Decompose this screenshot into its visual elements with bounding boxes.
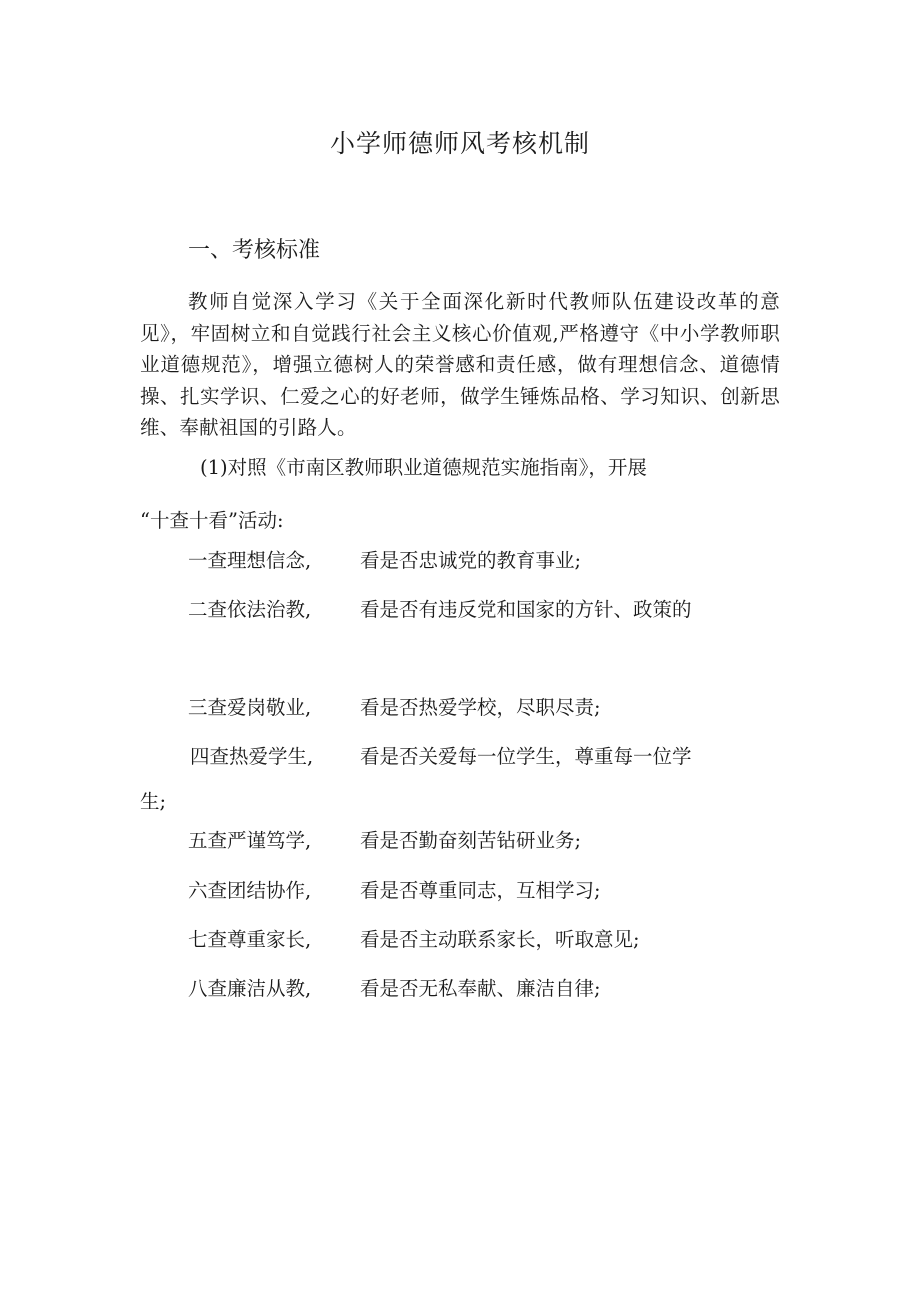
check-desc: 看是否热爱学校，尽职尽责; xyxy=(360,696,601,719)
intro-paragraph: 教师自觉深入学习《关于全面深化新时代教师队伍建设改革的意见》，牢固树立和自觉践行社会主义核心价值观,严格遵守《中小学教师职业道德规范》，增强立德树人的荣誉感和责任感，做有理想信念、道德情操、扎实学识、仁爱之心的好老师，做学生锤炼品格、学习知识、创新思维、奉献祖国的引路人。 xyxy=(140,290,780,439)
check-item: 七查尊重家长, xyxy=(188,928,312,951)
check-row xyxy=(188,594,692,622)
check-desc: 看是否主动联系家长，听取意见; xyxy=(360,928,640,951)
check-row xyxy=(188,973,601,1001)
check-row xyxy=(188,545,581,573)
check-row xyxy=(188,825,581,853)
check-item: 四查热爱学生, xyxy=(190,745,314,768)
check-item: 五查严谨笃学, xyxy=(188,829,312,852)
check-item: 六查团结协作, xyxy=(188,879,312,902)
check-row xyxy=(188,924,640,952)
check-desc: 看是否无私奉献、廉洁自律; xyxy=(360,977,601,1000)
document-title: 小学师德师风考核机制 xyxy=(329,129,590,158)
item1-line1: (1)对照《市南区教师职业道德规范实施指南》，开展 xyxy=(200,456,647,479)
check-desc: 看是否勤奋刻苦钻研业务; xyxy=(360,829,582,852)
check-item: 二查依法治教, xyxy=(188,598,312,621)
check-item: 一查理想信念, xyxy=(188,549,312,572)
check-desc: 看是否尊重同志，互相学习; xyxy=(360,879,601,902)
check-desc: 看是否忠诚党的教育事业; xyxy=(360,549,582,572)
check-item: 三查爱岗敬业, xyxy=(188,696,312,719)
check4-continuation: 生; xyxy=(140,790,167,813)
section-heading: 一、考核标准 xyxy=(188,238,321,263)
check-row xyxy=(190,741,692,769)
check-desc: 看是否有违反党和国家的方针、政策的 xyxy=(360,598,692,621)
check-desc: 看是否关爱每一位学生，尊重每一位学 xyxy=(360,745,692,768)
item1-line2: “十查十看”活动: xyxy=(140,509,284,532)
check-row xyxy=(188,692,601,720)
check-row xyxy=(188,875,601,903)
check-item: 八查廉洁从教, xyxy=(188,977,312,1000)
